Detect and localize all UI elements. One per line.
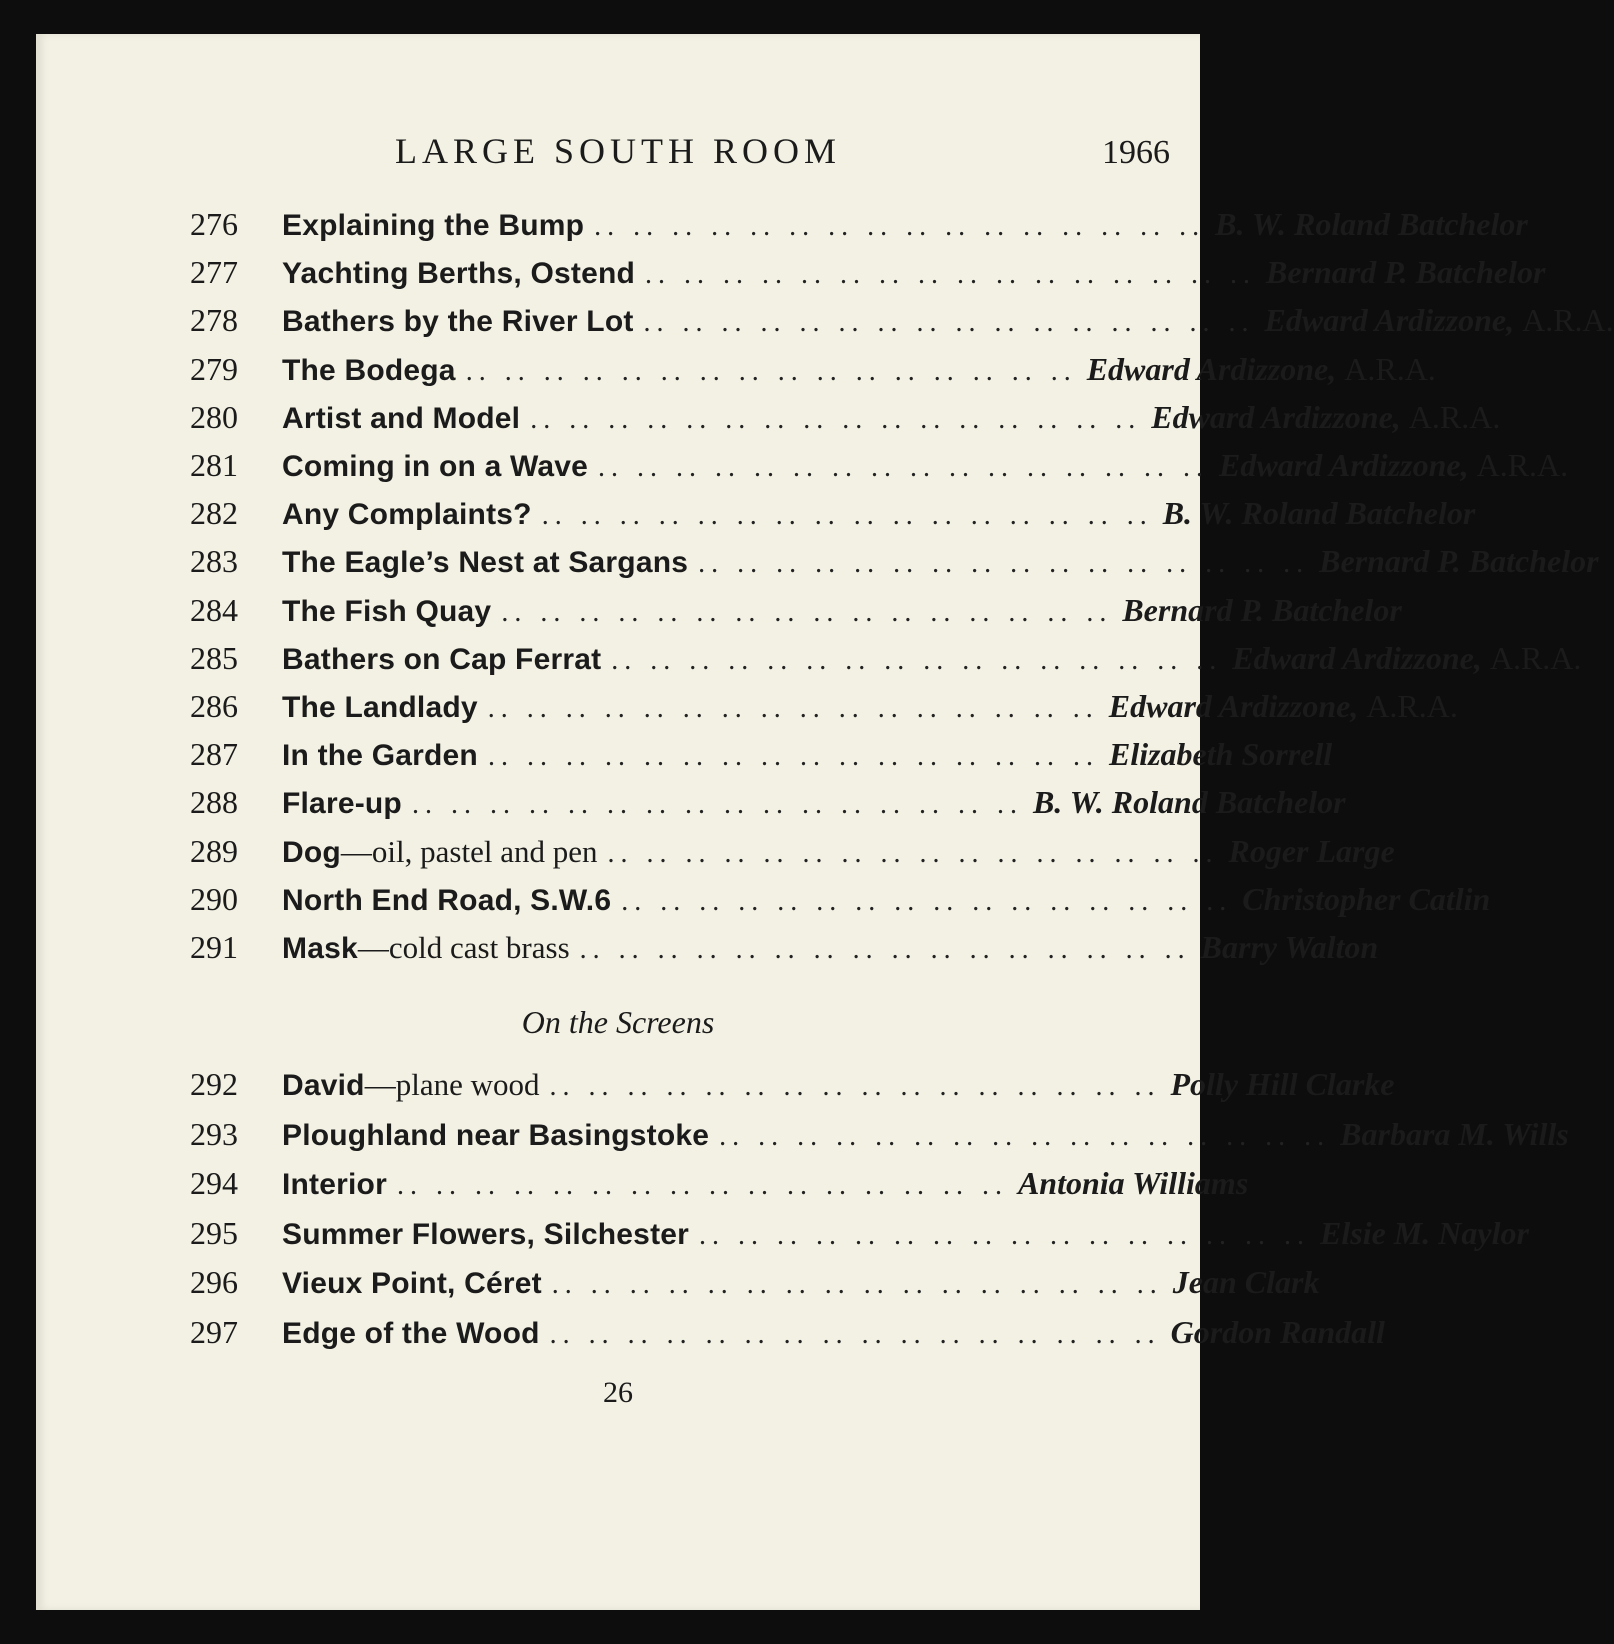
entry-title: Bathers on Cap Ferrat	[282, 642, 602, 676]
dot-leader: .. .. .. .. .. .. .. .. .. .. .. .. .. .. .. ..	[530, 403, 1142, 435]
entry-title: Mask	[282, 932, 358, 965]
entry-number: 282	[190, 495, 238, 532]
entry-artist: Christopher Catlin	[1242, 880, 1491, 917]
entry-line	[282, 1159, 1249, 1210]
entry-title: The Eagle’s Nest at Sargans	[282, 546, 689, 580]
dot-leader: .. .. .. .. .. .. .. .. .. .. .. .. .. .. .. ..	[621, 885, 1233, 917]
catalogue-entry	[36, 441, 1569, 489]
dot-leader: .. .. .. .. .. .. .. .. .. .. .. .. .. .. .. ..	[645, 259, 1256, 291]
entry-number: 285	[190, 639, 238, 676]
catalogue-entry	[36, 248, 1546, 296]
entry-number: 296	[190, 1264, 238, 1300]
entry-medium: —cold cast brass	[357, 930, 570, 965]
entry-number: 277	[190, 254, 238, 291]
entry-number: 291	[190, 929, 238, 965]
year: 1966	[1102, 134, 1170, 171]
catalogue-entry	[36, 634, 1582, 682]
catalogue-page	[36, 34, 1614, 1610]
entry-number: 283	[190, 543, 238, 580]
entry-artist: Roger Large	[1228, 832, 1395, 869]
entry-line	[282, 875, 1491, 926]
entry-title: The Fish Quay	[282, 594, 492, 628]
section-heading: On the Screens	[521, 1004, 715, 1040]
entry-artist: Antonia Williams	[1017, 1165, 1249, 1201]
entry-line	[282, 441, 1569, 492]
entry-line	[282, 730, 1333, 781]
entry-artist: Polly Hill Clarke	[1170, 1066, 1395, 1102]
catalogue-entry	[36, 827, 1395, 875]
dot-leader: .. .. .. .. .. .. .. .. .. .. .. .. .. .. .. ..	[698, 548, 1310, 580]
dot-leader: .. .. .. .. .. .. .. .. .. .. .. .. .. .. .. ..	[549, 1071, 1161, 1102]
catalogue-entry	[36, 682, 1458, 730]
entry-line	[282, 489, 1476, 540]
entry-number: 290	[190, 880, 238, 917]
dot-leader: .. .. .. .. .. .. .. .. .. .. .. .. .. .. .. ..	[643, 307, 1255, 339]
catalogue-entry	[36, 923, 1379, 971]
entry-number: 278	[190, 302, 238, 339]
entry-artist: Gordon Randall	[1170, 1313, 1385, 1350]
entry-number: 280	[190, 398, 238, 435]
entry-line	[282, 296, 1614, 347]
entry-artist: Barry Walton	[1200, 929, 1379, 965]
artist-distinction: A.R.A.	[1522, 302, 1614, 339]
catalogue-entry	[36, 393, 1501, 441]
entry-artist: Bernard P. Batchelor	[1122, 591, 1402, 628]
entry-number: 294	[190, 1165, 238, 1201]
entry-number: 295	[190, 1214, 238, 1251]
entry-title: Ploughland near Basingstoke	[282, 1118, 710, 1152]
entry-artist: Bernard P. Batchelor	[1266, 254, 1546, 291]
dot-leader: .. .. .. .. .. .. .. .. .. .. .. .. .. .. .. ..	[719, 1120, 1331, 1152]
entry-artist: Edward Ardizzone,	[1232, 639, 1482, 676]
entry-artist: Edward Ardizzone,	[1108, 688, 1359, 724]
entry-line	[282, 1060, 1395, 1111]
catalogue-entry	[36, 1060, 1395, 1108]
entry-line	[282, 1209, 1529, 1260]
dot-leader: .. .. .. .. .. .. .. .. .. .. .. .. .. .. .. ..	[579, 934, 1191, 965]
entry-line	[282, 1308, 1385, 1359]
entry-title: The Bodega	[282, 353, 456, 387]
catalogue-entry	[36, 778, 1346, 826]
entry-artist: Edward Ardizzone,	[1219, 447, 1469, 483]
catalogue-entry	[36, 875, 1491, 923]
dot-leader: .. .. .. .. .. .. .. .. .. .. .. .. .. .. .. ..	[699, 1219, 1311, 1251]
entry-title: Coming in on a Wave	[282, 450, 589, 483]
dot-leader: .. .. .. .. .. .. .. .. .. .. .. .. .. .. .. ..	[487, 693, 1099, 724]
entry-medium: —oil, pastel and pen	[340, 833, 598, 869]
entry-title: Vieux Point, Céret	[282, 1267, 542, 1300]
catalogue-entry	[36, 1258, 1320, 1306]
entry-line	[282, 778, 1346, 829]
entry-line	[282, 200, 1528, 251]
entry-artist: Edward Ardizzone,	[1086, 350, 1337, 387]
entry-number: 289	[190, 832, 238, 869]
entry-title: Yachting Berths, Ostend	[282, 257, 635, 291]
dot-leader: .. .. .. .. .. .. .. .. .. .. .. .. .. .. .. ..	[607, 837, 1219, 869]
entry-title: Flare-up	[282, 787, 402, 821]
room-title: LARGE SOUTH ROOM	[394, 131, 841, 171]
artist-distinction: A.R.A.	[1489, 639, 1582, 676]
entry-line	[282, 923, 1379, 974]
entry-number: 279	[190, 350, 238, 387]
entry-title: Interior	[282, 1168, 387, 1201]
page-number: 26	[603, 1376, 633, 1409]
dot-leader: .. .. .. .. .. .. .. .. .. .. .. .. .. .. .. ..	[465, 355, 1077, 387]
dot-leader: .. .. .. .. .. .. .. .. .. .. .. .. .. .. .. ..	[594, 211, 1206, 242]
entry-artist: Edward Ardizzone,	[1151, 398, 1401, 435]
entry-number: 287	[190, 736, 238, 773]
entry-number: 297	[190, 1313, 238, 1350]
dot-leader: .. .. .. .. .. .. .. .. .. .. .. .. .. .. .. ..	[598, 452, 1210, 483]
entry-title: Edge of the Wood	[282, 1316, 540, 1350]
entry-title: Artist and Model	[282, 401, 521, 435]
entry-title: North End Road, S.W.6	[282, 883, 612, 917]
dot-leader: .. .. .. .. .. .. .. .. .. .. .. .. .. .. .. ..	[549, 1318, 1161, 1350]
entry-artist: Elsie M. Naylor	[1320, 1214, 1529, 1251]
dot-leader: .. .. .. .. .. .. .. .. .. .. .. .. .. .. .. ..	[541, 500, 1153, 532]
entry-line	[282, 537, 1599, 588]
entry-title: Summer Flowers, Silchester	[282, 1217, 690, 1251]
entry-line	[282, 1258, 1320, 1309]
entry-number: 284	[190, 591, 238, 628]
entry-title: In the Garden	[282, 739, 478, 773]
entry-number: 276	[190, 206, 238, 242]
catalogue-entry	[36, 345, 1436, 393]
catalogue-entry	[36, 730, 1333, 778]
entry-number: 281	[190, 447, 238, 483]
dot-leader: .. .. .. .. .. .. .. .. .. .. .. .. .. .. .. ..	[551, 1269, 1163, 1300]
running-head	[36, 130, 1200, 180]
entry-line	[282, 248, 1546, 299]
entry-artist: Elizabeth Sorrell	[1108, 736, 1333, 773]
entry-line	[282, 393, 1501, 444]
dot-leader: .. .. .. .. .. .. .. .. .. .. .. .. .. .. .. ..	[611, 644, 1223, 676]
catalogue-entry	[36, 1209, 1529, 1257]
entry-medium: —plane wood	[364, 1067, 540, 1102]
catalogue-entry	[36, 586, 1402, 634]
entry-number: 293	[190, 1115, 238, 1152]
entry-title: Explaining the Bump	[282, 209, 585, 242]
entry-number: 288	[190, 784, 238, 821]
entry-artist: Edward Ardizzone,	[1264, 302, 1515, 339]
artist-distinction: A.R.A.	[1344, 350, 1436, 387]
entry-line	[282, 586, 1402, 637]
dot-leader: .. .. .. .. .. .. .. .. .. .. .. .. .. .. .. ..	[487, 741, 1099, 773]
artist-distinction: A.R.A.	[1408, 398, 1501, 435]
entry-artist: B. W. Roland Batchelor	[1162, 495, 1476, 532]
entry-line	[282, 827, 1395, 878]
entry-artist: Jean Clark	[1172, 1264, 1320, 1300]
catalogue-entry	[36, 1308, 1385, 1356]
catalogue-entry	[36, 200, 1528, 248]
catalogue-entry	[36, 1110, 1569, 1158]
entry-artist: Bernard P. Batchelor	[1319, 543, 1599, 580]
entry-artist: B. W. Roland Batchelor	[1215, 206, 1528, 242]
dot-leader: .. .. .. .. .. .. .. .. .. .. .. .. .. .. .. ..	[396, 1170, 1008, 1201]
entry-number: 286	[190, 688, 238, 724]
entry-line	[282, 345, 1436, 396]
entry-title: The Landlady	[282, 691, 478, 724]
entry-line	[282, 634, 1582, 685]
catalogue-entry	[36, 1159, 1249, 1207]
dot-leader: .. .. .. .. .. .. .. .. .. .. .. .. .. .. .. ..	[411, 789, 1023, 821]
dot-leader: .. .. .. .. .. .. .. .. .. .. .. .. .. .. .. ..	[501, 596, 1113, 628]
entry-line	[282, 682, 1458, 733]
catalogue-entry	[36, 537, 1599, 585]
entry-line	[282, 1110, 1569, 1161]
entry-artist: B. W. Roland Batchelor	[1032, 784, 1346, 821]
entry-title: David	[282, 1069, 365, 1102]
entry-artist: Barbara M. Wills	[1340, 1115, 1569, 1152]
catalogue-entry	[36, 296, 1614, 344]
entry-title: Bathers by the River Lot	[282, 305, 634, 339]
entry-title: Any Complaints?	[282, 498, 532, 532]
entry-title: Dog	[282, 835, 341, 869]
entry-number: 292	[190, 1066, 238, 1102]
artist-distinction: A.R.A.	[1366, 688, 1458, 724]
artist-distinction: A.R.A.	[1476, 447, 1569, 483]
catalogue-entry	[36, 489, 1476, 537]
